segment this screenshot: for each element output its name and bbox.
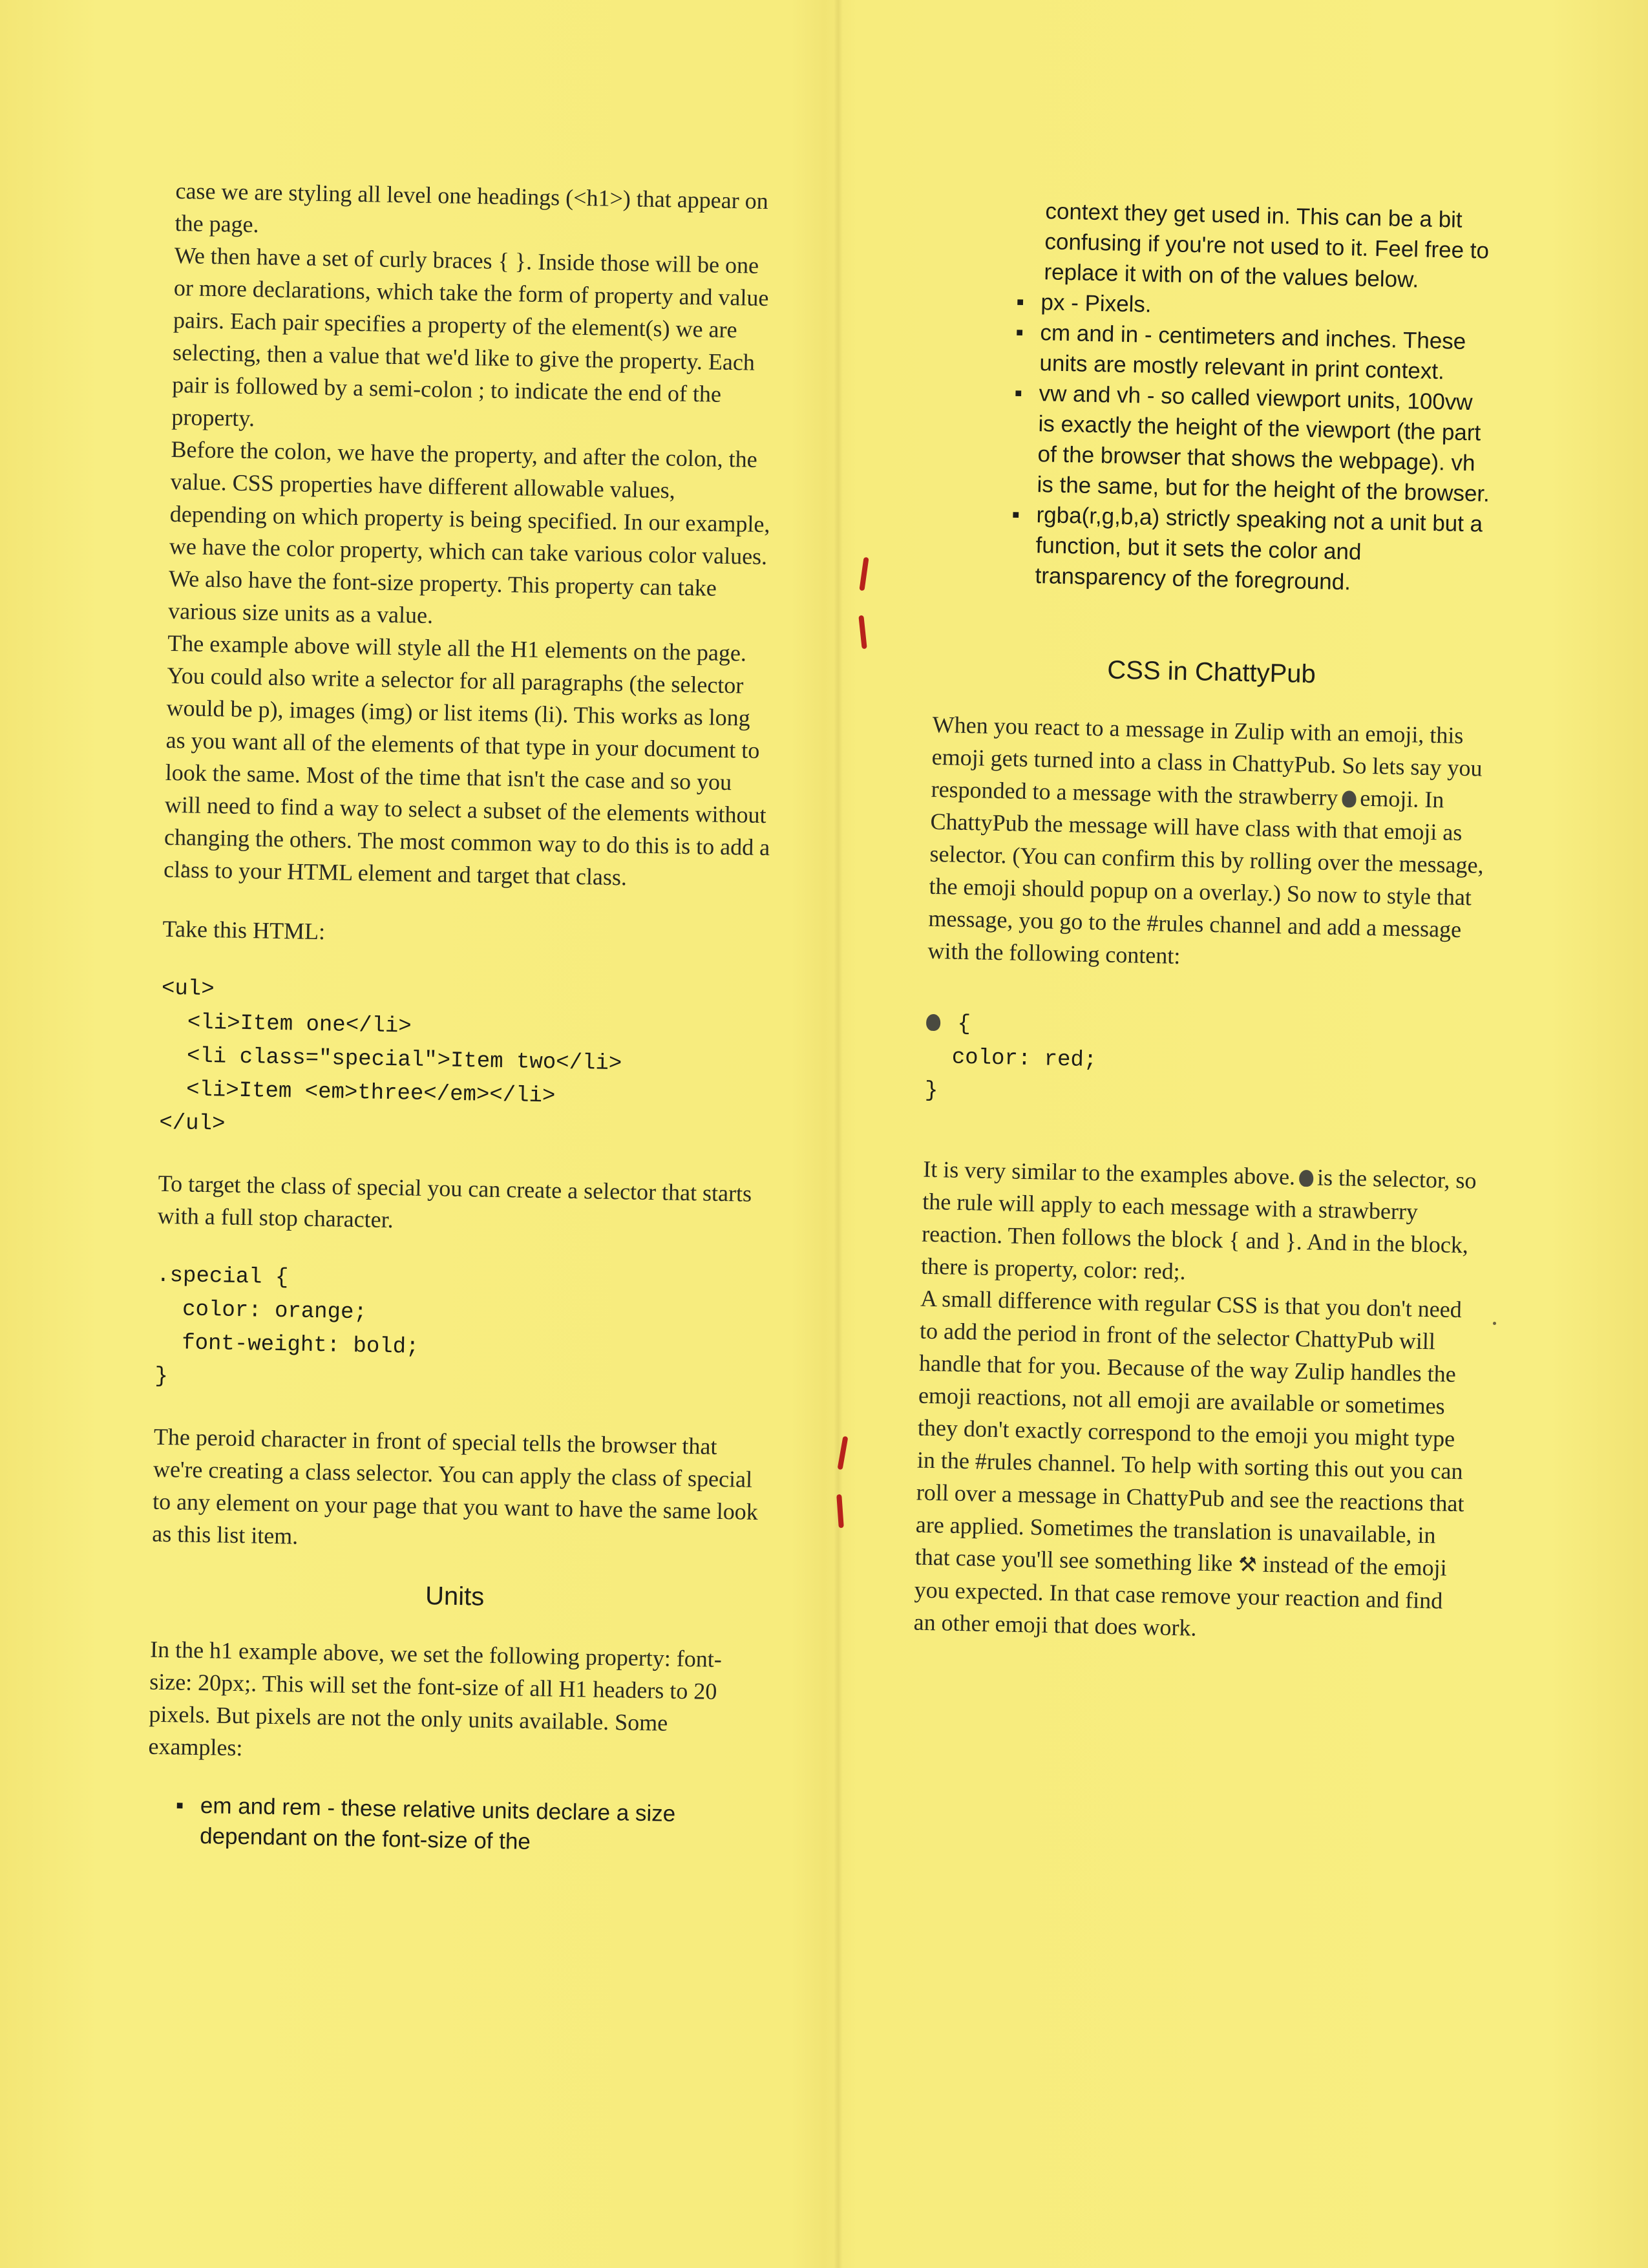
body-paragraph: case we are styling all level one headings (<h1>) that appear on the page. bbox=[174, 177, 769, 238]
target-class-paragraph: To target the class of special you can create a selector that starts with a full stop character. bbox=[157, 1170, 752, 1233]
units-list-continued bbox=[935, 285, 1497, 600]
units-list-item: ▪ em and rem - these relative units declare a size dependant on the font-size of the bbox=[173, 1790, 755, 1861]
code-open-brace: { bbox=[944, 1012, 971, 1037]
body-paragraph: The example above will style all the H1 elements on the page. You could also write a selector for all paragraphs (the selector would be p), images (img) or list items (li). This works as long as you want all of the elements of that type in your document to look the same. Most of the time that isn't the case and so you will need to find a way to select a subset of the elements without changing the others. The most common way to do this is to add a class to your HTML element and target that class. bbox=[163, 630, 770, 891]
take-html-text: Take this HTML: bbox=[162, 915, 326, 945]
code-block-html-list: <ul> <li>Item one</li> <li class="special">Item two</li> <li>Item <em>three</em></li> </ul> bbox=[159, 976, 622, 1137]
units-list-item: ▪ vw and vh - so called viewport units, 100vw is exactly the height of the viewport (the part of the browser that shows the webpage). vh is the same, but for the height of the browser. bbox=[1009, 377, 1495, 509]
difference-text-part-1: A small difference with regular CSS is that you don't need to add the period in front of the selector ChattyPub will handle that for you. Because of the way Zulip handles the emoji reactions, not all emoji are available or sometimes they don't exactly correspond to the emoji you might type in the #rules channel. To help with sorting this out you can roll over a message in ChattyPub and see the reactions that are applied. Sometimes the translation is unavailable, in that case you'll see something like bbox=[914, 1285, 1464, 1576]
difference-text-part-2: instead of the emoji you expected. In that case remove your reaction and find an other emoji that does work. bbox=[913, 1551, 1448, 1641]
period-character-paragraph: The peroid character in front of special tells the browser that we're creating a class selector. You can apply the class of special to any element on your page that you want to have the same look as this list item. bbox=[151, 1423, 759, 1549]
react-text-part-2: emoji. In ChattyPub the message will have class with that emoji as selector. (You can confirm this by rolling over the message, the emoji should popup on a overlay.) So now to style that message, you go to the #rules channel and add a message with the following content: bbox=[927, 785, 1484, 969]
similar-text-part-1: It is very similar to the examples above. bbox=[922, 1156, 1296, 1190]
strawberry-emoji-icon bbox=[926, 1014, 941, 1031]
strawberry-emoji-icon bbox=[1299, 1170, 1314, 1187]
similar-text-part-2: is the selector, so the rule will apply to each message with a strawberry reaction. Then follows the block { and }. And in the block, there is property, color: red;. bbox=[920, 1164, 1477, 1285]
body-paragraph: Before the colon, we have the property, and after the colon, the value. CSS properties have different allowable values, depending on which property is being specified. In our example, we have the color property, which can take various color values. We also have the font-size property. This property can take various size units as a value. bbox=[167, 436, 770, 629]
units-paragraph: In the h1 example above, we set the following property: font-size: 20px;. This will set the font-size of all H1 headers to 20 pixels. But pixels are not the only units available. Some examples: bbox=[148, 1636, 723, 1761]
code-block-special-class: .special { color: orange; font-weight: bold; } bbox=[154, 1263, 419, 1390]
code-line-rest: color: red; } bbox=[924, 1044, 1097, 1104]
list-continuation-text: context they get used in. This can be a bit confusing if you're not used to it. Feel free to replace it with on of the values below. bbox=[1044, 198, 1490, 293]
units-list-item: ▪ rgba(r,g,b,a) strictly speaking not a unit but a function, but it sets the color and transparency of the foreground. bbox=[1008, 499, 1493, 600]
similar-paragraph bbox=[921, 1153, 1479, 1294]
code-block-strawberry-rule bbox=[924, 1007, 1482, 1119]
css-in-chattypub-heading: CSS in ChattyPub bbox=[1106, 655, 1316, 689]
difference-paragraph bbox=[913, 1282, 1476, 1650]
units-heading: Units bbox=[425, 1582, 485, 1611]
hammer-and-wrench-icon: ⚒ bbox=[1238, 1552, 1258, 1577]
body-paragraph: We then have a set of curly braces { }. Inside those will be one or more declarations, which take the form of property and value pairs. Each pair specifies a property of the element(s) we are selecting, then a value that we'd like to give the property. Each pair is followed by a semi-colon ; to indicate the end of the property. bbox=[171, 242, 769, 432]
center-fold bbox=[834, 0, 843, 2268]
units-list-item: ▪ px - Pixels. bbox=[1013, 286, 1497, 327]
spacer bbox=[934, 589, 1491, 664]
right-page-column bbox=[913, 194, 1499, 1650]
paper-speck bbox=[1493, 1322, 1496, 1325]
react-text-part-1: When you react to a message in Zulip with an emoji, this emoji gets turned into a class in ChattyPub. So lets say you responded to a message with the strawberry bbox=[931, 711, 1483, 811]
units-list-item: ▪ cm and in - centimeters and inches. These units are mostly relevant in print context. bbox=[1012, 317, 1497, 388]
react-paragraph bbox=[927, 708, 1488, 979]
strawberry-emoji-icon bbox=[1342, 790, 1357, 807]
units-list bbox=[147, 1790, 755, 1861]
left-page-column bbox=[147, 175, 783, 1861]
